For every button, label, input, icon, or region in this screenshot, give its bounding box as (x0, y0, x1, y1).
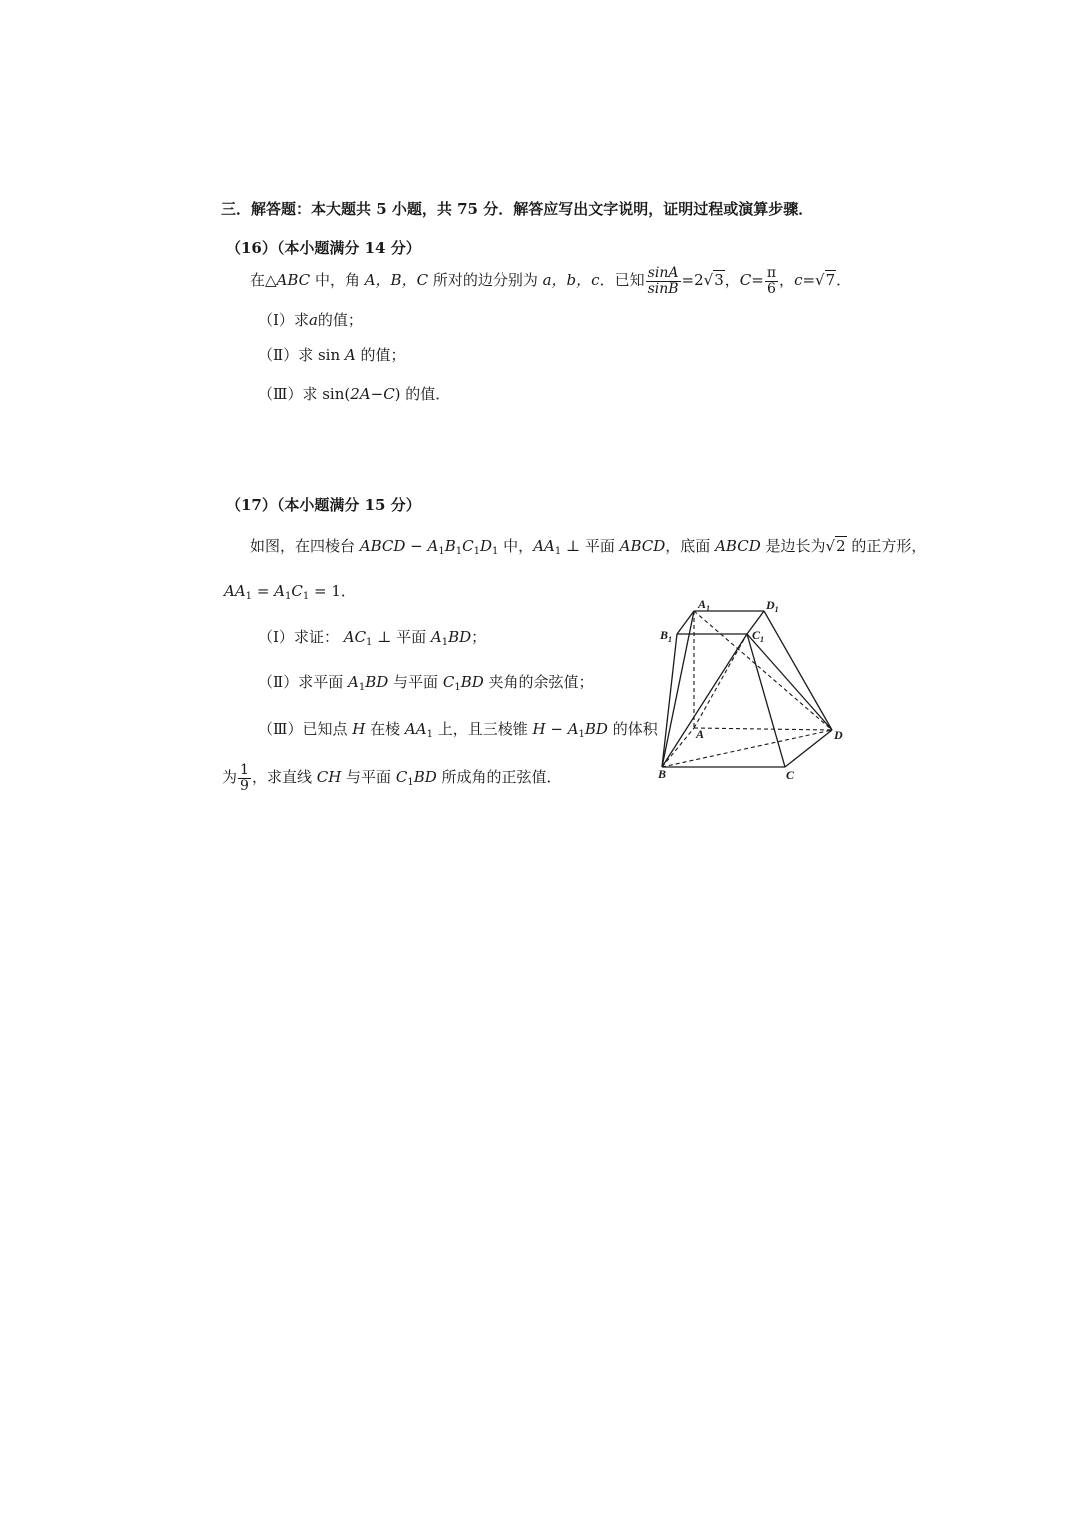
problem-17-points: （本小题满分 15 分） (276, 496, 421, 514)
sqrt-seven: √7 (815, 271, 836, 289)
problem-16-stem: 在△ABC 中，角 A，B，C 所对的边分别为 a，b，c．已知 $\frac{\sin A}{\sin B}$ =2√3，C= $\frac{\pi}{6}$ ，c=√7． (250, 264, 852, 297)
hidden-line-a1-d (694, 611, 832, 730)
one-ninth-fraction: $\frac{1}{9}$ (240, 761, 249, 794)
edge-d1-d (764, 611, 832, 730)
problem-16-part-3: （Ⅲ）求 sin(2A−C) 的值． (258, 385, 451, 403)
problem-17-part-3-tail: 为 $\frac{1}{9}$ ，求直线 CH 与平面 $C_1BD$ 所成角的正弦值． (222, 761, 562, 794)
problem-16-header (226, 237, 421, 259)
line-c1-d (747, 634, 832, 730)
pi-over-six-fraction: $\frac{\pi}{6}$ (766, 264, 777, 297)
frustum-figure (640, 590, 860, 790)
hidden-edge-b-a (662, 728, 694, 767)
sin-ratio-fraction: $\frac{\sin A}{\sin B}$ (647, 264, 679, 297)
problem-16-part-1: （Ⅰ）求a的值； (258, 311, 363, 329)
label-a: A (696, 727, 705, 741)
problem-17-stem-line-1: 如图，在四棱台 ABCD − $A_1B_1C_1D_1$ 中，$AA_1$ ⊥ 平面 ABCD，底面 ABCD 是边长为√2 的正方形， (250, 537, 927, 557)
hidden-line-a-c1 (694, 634, 747, 728)
problem-17-stem-line-2: $AA_1 = A_1C_1 = 1$． (224, 582, 356, 602)
sqrt-two: √2 (825, 537, 846, 555)
problem-17-part-1: （Ⅰ）求证： $AC_1$ ⊥ 平面 $A_1BD$； (258, 628, 487, 648)
label-b: B (658, 767, 667, 781)
label-c: C (786, 768, 795, 782)
section-title: 三．解答题：本大题共 5 小题，共 75 分．解答应写出文字说明，证明过程或演算步骤． (221, 200, 814, 218)
problem-17-part-3: （Ⅲ）已知点 H 在棱 $AA_1$ 上，且三棱锥 $H - A_1BD$ 的体积 (258, 720, 658, 740)
problem-16-points: （本小题满分 14 分） (276, 239, 421, 257)
label-c1: $C_1$ (752, 628, 765, 644)
label-d1: $D_1$ (766, 598, 779, 614)
problem-16-part-2: （Ⅱ）求 sin A 的值； (258, 346, 406, 364)
hidden-edge-a-d (694, 728, 832, 730)
problem-17-header (226, 494, 421, 516)
label-b1: $B_1$ (660, 628, 673, 644)
label-d: D (834, 728, 843, 742)
problem-17-number: （17） (226, 496, 277, 514)
label-a1: $A_1$ (698, 597, 711, 613)
sqrt-three: √3 (703, 271, 724, 289)
problem-17-part-2: （Ⅱ）求平面 $A_1BD$ 与平面 $C_1BD$ 夹角的余弦值； (258, 673, 594, 693)
hidden-line-b-d (662, 730, 832, 767)
problem-16-number: （16） (226, 239, 277, 257)
